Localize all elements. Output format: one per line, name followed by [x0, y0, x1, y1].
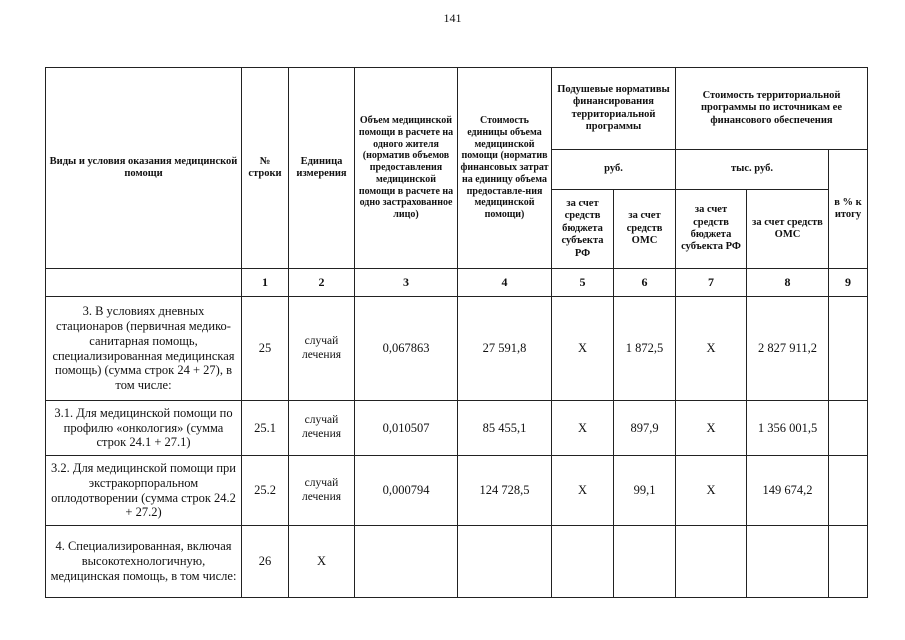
- row-unit: Х: [289, 526, 355, 598]
- row-budget-rub: [552, 526, 614, 598]
- row-cost: 124 728,5: [458, 456, 552, 526]
- row-oms-rub: 99,1: [614, 456, 676, 526]
- row-budget-thous: [676, 526, 747, 598]
- table-row: [46, 297, 868, 401]
- table-row: [46, 401, 868, 456]
- column-number: 7: [676, 269, 747, 297]
- row-percent: [829, 401, 868, 456]
- territorial-program-table: [45, 67, 868, 598]
- column-number: 4: [458, 269, 552, 297]
- header-budget-thous: за счет средств бюджета субъекта РФ: [676, 190, 747, 269]
- header-volume: Объем медицинской помощи в расчете на одного жителя (норматив объемов предоставления медицинской помощи в расчете на одно застрахованное лицо): [355, 68, 458, 269]
- row-oms-thous: [747, 526, 829, 598]
- row-oms-thous: 1 356 001,5: [747, 401, 829, 456]
- row-volume: 0,000794: [355, 456, 458, 526]
- row-number: 26: [242, 526, 289, 598]
- column-number: [46, 269, 242, 297]
- row-volume: 0,010507: [355, 401, 458, 456]
- header-row-no: № строки: [242, 68, 289, 269]
- row-oms-rub: 897,9: [614, 401, 676, 456]
- header-oms-thous: за счет средств ОМС: [747, 190, 829, 269]
- column-number: 2: [289, 269, 355, 297]
- row-unit: случай лечения: [289, 401, 355, 456]
- header-rub: руб.: [552, 150, 676, 190]
- table-row: [46, 526, 868, 598]
- column-number: 9: [829, 269, 868, 297]
- row-budget-rub: Х: [552, 401, 614, 456]
- header-oms-rub: за счет средств ОМС: [614, 190, 676, 269]
- row-label: 3.2. Для медицинской помощи при экстракорпоральном оплодотворении (сумма строк 24.2 + 27.2): [46, 456, 242, 526]
- header-cost: Стоимость единицы объема медицинской помощи (норматив финансовых затрат на единицу объема предоставле-ния медицинской помощи): [458, 68, 552, 269]
- row-budget-thous: Х: [676, 401, 747, 456]
- row-oms-rub: [614, 526, 676, 598]
- header-per-capita: Подушевые нормативы финансирования территориальной программы: [552, 68, 676, 150]
- header-total-cost: Стоимость территориальной программы по источникам ее финансового обеспечения: [676, 68, 868, 150]
- header-budget-rub: за счет средств бюджета субъекта РФ: [552, 190, 614, 269]
- header-types: Виды и условия оказания медицинской помощи: [46, 68, 242, 269]
- row-cost: [458, 526, 552, 598]
- row-label: 3. В условиях дневных стационаров (первичная медико-санитарная помощь, специализированная медицинская помощь) (сумма строк 24 + 27), в том числе:: [46, 297, 242, 401]
- column-number: 3: [355, 269, 458, 297]
- row-percent: [829, 526, 868, 598]
- row-unit: случай лечения: [289, 456, 355, 526]
- page-number: 141: [443, 11, 462, 25]
- row-oms-thous: 149 674,2: [747, 456, 829, 526]
- header-unit: Единица измерения: [289, 68, 355, 269]
- header-percent: в % к итогу: [829, 150, 868, 269]
- row-unit: случай лечения: [289, 297, 355, 401]
- row-label: 4. Специализированная, включая высокотехнологичную, медицинская помощь, в том числе:: [46, 526, 242, 598]
- row-cost: 27 591,8: [458, 297, 552, 401]
- row-budget-thous: Х: [676, 456, 747, 526]
- row-budget-rub: Х: [552, 456, 614, 526]
- row-percent: [829, 456, 868, 526]
- row-number: 25.2: [242, 456, 289, 526]
- header-thous-rub: тыс. руб.: [676, 150, 829, 190]
- row-oms-rub: 1 872,5: [614, 297, 676, 401]
- row-volume: [355, 526, 458, 598]
- row-number: 25: [242, 297, 289, 401]
- column-number: 1: [242, 269, 289, 297]
- row-oms-thous: 2 827 911,2: [747, 297, 829, 401]
- table-row: [46, 456, 868, 526]
- row-percent: [829, 297, 868, 401]
- row-label: 3.1. Для медицинской помощи по профилю «онкология» (сумма строк 24.1 + 27.1): [46, 401, 242, 456]
- column-number: 8: [747, 269, 829, 297]
- column-number: 5: [552, 269, 614, 297]
- row-budget-thous: Х: [676, 297, 747, 401]
- row-cost: 85 455,1: [458, 401, 552, 456]
- row-budget-rub: Х: [552, 297, 614, 401]
- row-volume: 0,067863: [355, 297, 458, 401]
- row-number: 25.1: [242, 401, 289, 456]
- column-number: 6: [614, 269, 676, 297]
